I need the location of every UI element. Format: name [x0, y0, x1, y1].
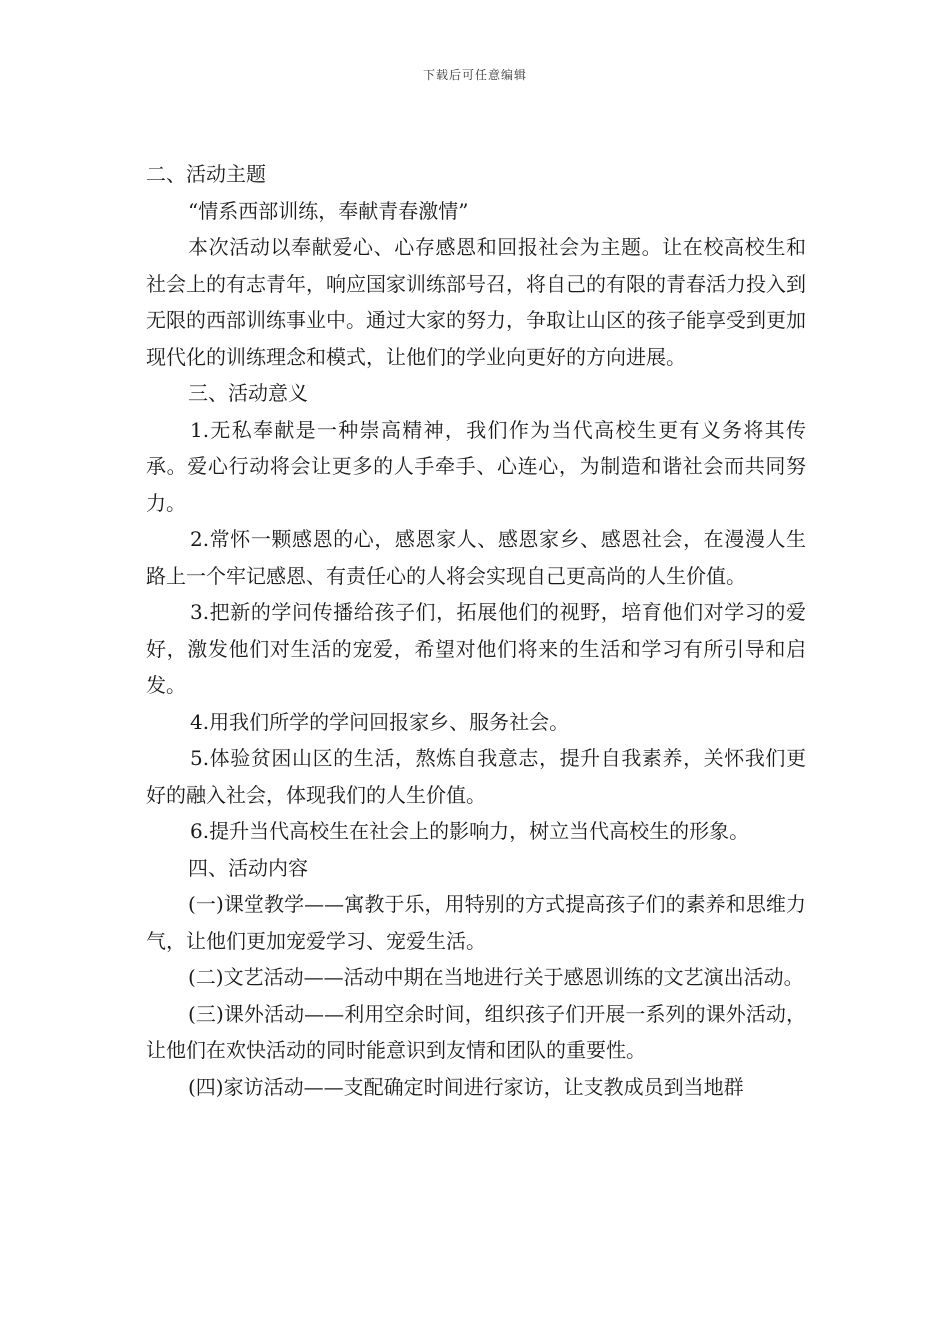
theme-slogan: “情系西部训练，奉献青春激情”: [188, 198, 469, 223]
significance-item-1: 1.无私奉献是一种崇高精神，我们作为当代高校生更有义务将其传承。爱心行动将会让更多的人手牵手、心连心，为制造和谐社会而共同努力。: [146, 417, 806, 515]
significance-item-6: 6.提升当代高校生在社会上的影响力，树立当代高校生的形象。: [190, 819, 750, 843]
document-body: [146, 156, 806, 1105]
significance-item-4: 4.用我们所学的学问回报家乡、服务社会。: [190, 709, 570, 734]
content-item-4: (四)家访活动——支配确定时间进行家访，让支教成员到当地群: [188, 1074, 744, 1099]
theme-paragraph: 本次活动以奉献爱心、心存感恩和回报社会为主题。让在校高校生和社会上的有志青年，响应国家训练部号召，将自己的有限的青春活力投入到无限的西部训练事业中。通过大家的努力，争取让山区的孩子能享受到更加现代化的训练理念和模式，让他们的学业向更好的方向进展。: [146, 235, 806, 369]
significance-item-5: 5.体验贫困山区的生活，熬炼自我意志，提升自我素养，关怀我们更好的融入社会，体现我们的人生价值。: [146, 746, 806, 807]
significance-item-2: 2.常怀一颗感恩的心，感恩家人、感恩家乡、感恩社会，在漫漫人生路上一个牢记感恩、有责任心的人将会实现自己更高尚的人生价值。: [146, 527, 806, 588]
content-item-1: (一)课堂教学——寓教于乐，用特别的方式提高孩子们的素养和思维力气，让他们更加宠爱学习、宠爱生活。: [146, 892, 806, 953]
header-note: 下载后可任意编辑: [422, 68, 527, 82]
section-heading-content: 四、活动内容: [188, 855, 308, 880]
content-item-2: (二)文艺活动——活动中期在当地进行关于感恩训练的文艺演出活动。: [188, 965, 804, 989]
section-heading-theme: 二、活动主题: [146, 162, 266, 186]
section-heading-significance: 三、活动意义: [188, 381, 308, 405]
significance-item-3: 3.把新的学问传播给孩子们，拓展他们的视野，培育他们对学习的爱好，激发他们对生活的宠爱，希望对他们将来的生活和学习有所引导和启发。: [146, 600, 806, 697]
content-item-3: (三)课外活动——利用空余时间，组织孩子们开展一系列的课外活动，让他们在欢快活动的同时能意识到友情和团队的重要性。: [146, 1001, 806, 1062]
